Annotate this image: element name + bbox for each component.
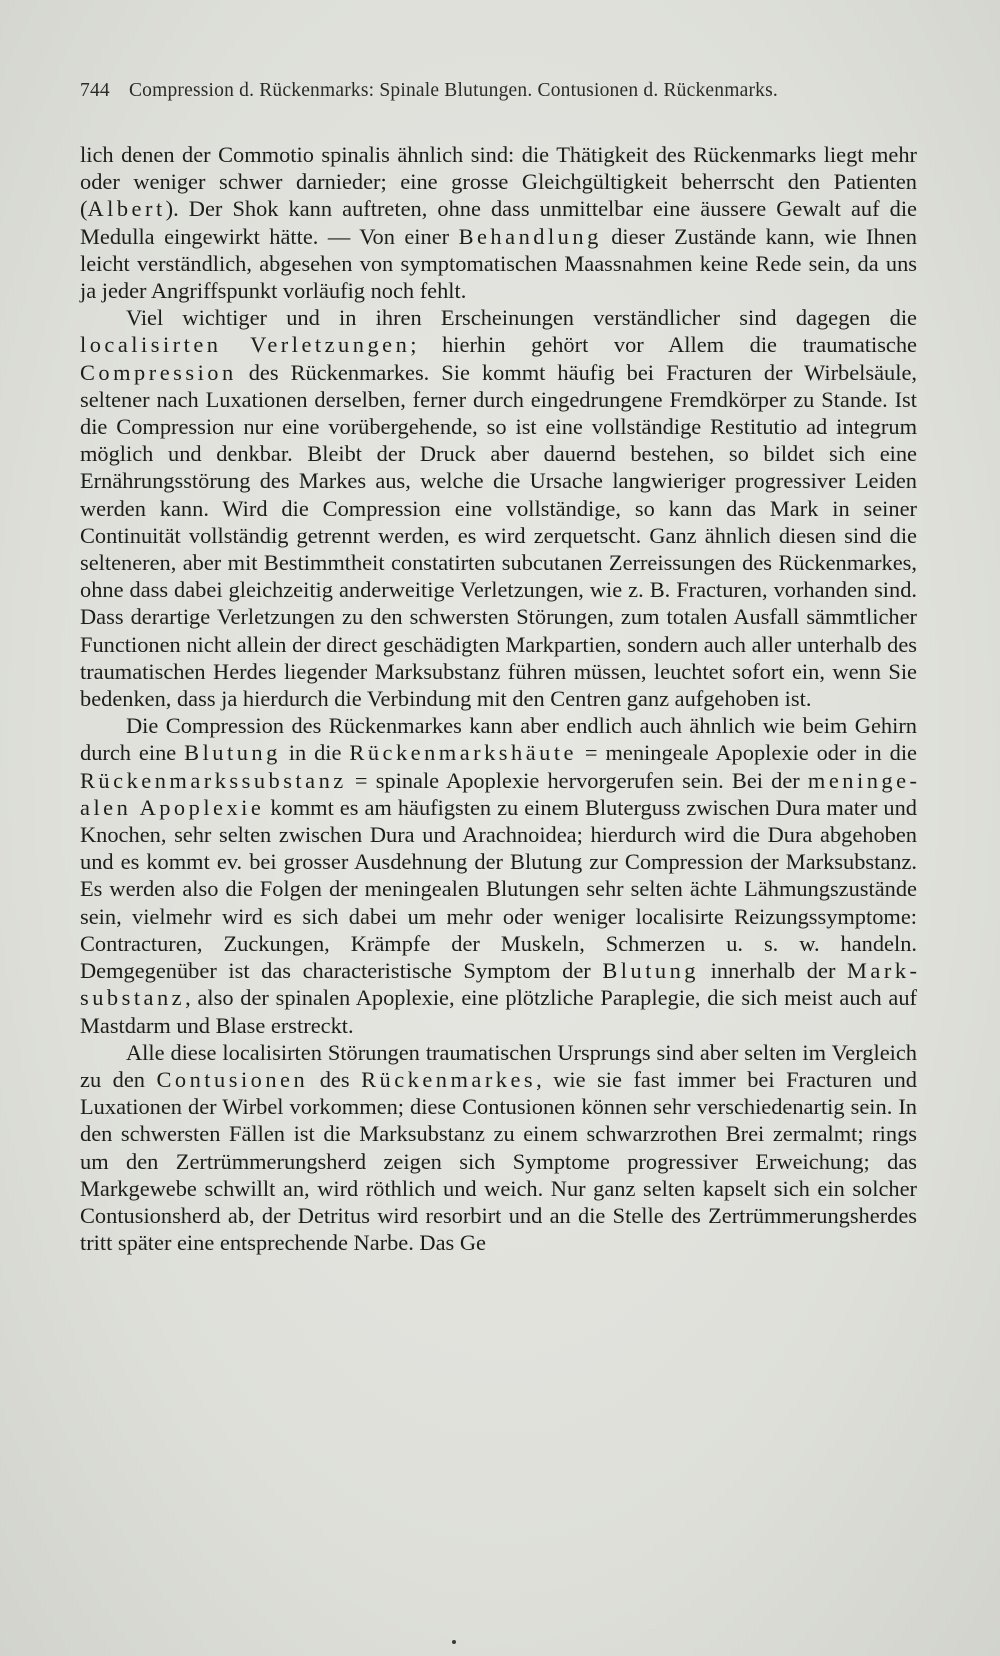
- text-run: ; hierhin gehört vor Allem die traumatische: [410, 332, 917, 358]
- page-number: 744: [80, 80, 110, 101]
- text-run: innerhalb der: [699, 958, 848, 984]
- text-run: des Rückenmarkes. Sie kommt häufig bei Fracturen der Wirbelsäule, seltener nach Luxationen derselben, ferner durch eingedrungene Fremdkörper zu Stande. Ist die Compression nur eine vorübergehende, so ist eine vollständige Restitutio ad integrum möglich und denkbar. Bleibt der Druck aber dauernd bestehen, so bildet sich eine Ernährungsstörung des Markes aus, welche die Ursache langwieriger progressiver Leiden werden kann. Wird die Compression eine vollständige, so kann das Mark in seiner Continuität vollständig getrennt werden, es wird zerquetscht. Ganz ähnlich diesen sind die selteneren, aber mit Bestimmtheit constatirten subcutanen Zerreissungen des Rückenmarkes, ohne dass dabei gleichzeitig anderweitige Verletzungen, wie z. B. Fracturen, vorhanden sind. Dass derartige Verletzungen zu den schwersten Störungen, zum totalen Ausfall sämmtlicher Functionen nicht allein der direct geschädigten Markpartien, sondern auch aller unterhalb des traumatischen Herdes liegender Marksubstanz führen müssen, leuchtet sofort ein, wenn Sie bedenken, dass ja hierdurch die Verbindung mit den Centren ganz aufgehoben ist.: [80, 359, 917, 712]
- spaced-emphasis: Contusionen: [156, 1066, 309, 1092]
- text-run: = spinale Apoplexie hervorgerufen sein. Bei der: [346, 767, 808, 793]
- spaced-emphasis: Compression: [80, 359, 237, 385]
- text-run: = meningeale Apoplexie oder in die: [577, 740, 918, 766]
- spaced-emphasis: Rückenmarkes: [361, 1066, 537, 1092]
- spaced-emphasis: Marksubstanz: [80, 958, 917, 1011]
- text-run: des: [308, 1066, 362, 1092]
- text-run: kommt es am häufigsten zu einem Bluterguss zwischen Dura mater und Knochen, sehr selten zwischen Dura und Arachnoidea; hierdurch wird die Dura abgehoben und es kommt ev. bei grosser Ausdehnung der Blutung zur Compression der Marksubstanz. Es werden also die Folgen der meningealen Blutungen sehr selten ächte Lähmungszustände sein, vielmehr wird es sich dabei um mehr oder weniger localisirte Reizungssymptome: Contracturen, Zuckungen, Krämpfe der Muskeln, Schmerzen u. s. w. handeln. Demgegenüber ist das characteristische Symptom der: [80, 794, 917, 984]
- spaced-emphasis: Blutung: [184, 740, 281, 766]
- print-speck: [452, 1640, 456, 1644]
- paragraph: [80, 1039, 917, 1257]
- spaced-emphasis: meningealen Apoplexie: [80, 767, 917, 820]
- text-run: Die Compression des Rückenmarkes kann aber endlich auch ähnlich wie beim Gehirn durch eine: [80, 713, 917, 766]
- paragraph: [80, 141, 917, 304]
- text-run: Alle diese localisirten Störungen traumatischen Ursprungs sind aber selten im Vergleich zu den: [80, 1039, 917, 1092]
- spaced-emphasis: Rückenmarkshäute: [349, 740, 577, 766]
- text-run: dieser Zustände kann, wie Ihnen leicht verständlich, abgesehen von symptomatischen Maassnahmen keine Rede sein, da uns ja jeder Angriffspunkt vorläufig noch fehlt.: [80, 223, 917, 304]
- paragraph: [80, 712, 917, 1038]
- spaced-emphasis: Behandlung: [458, 223, 602, 249]
- text-run: in die: [280, 740, 350, 766]
- spaced-emphasis: Rückenmarkssubstanz: [80, 767, 347, 793]
- text-run: lich denen der Commotio spinalis ähnlich sind: die Thätigkeit des Rückenmarks liegt mehr oder weniger schwer darnieder; eine grosse Gleichgültigkeit beherrscht den Patienten (: [80, 142, 917, 222]
- paragraph: [80, 304, 917, 712]
- running-title: Compression d. Rückenmarks: Spinale Blutungen. Contusionen d. Rückenmarks.: [128, 80, 778, 101]
- spaced-emphasis: localisirten Verletzungen: [80, 332, 411, 358]
- running-header: [80, 78, 915, 104]
- text-run: , also der spinalen Apoplexie, eine plötzliche Paraplegie, die sich meist auch auf Mastdarm und Blase erstreckt.: [80, 985, 917, 1038]
- text-run: ). Der Shok kann auftreten, ohne dass unmittelbar eine äussere Gewalt auf die Medulla eingewirkt hätte. — Von einer: [80, 196, 917, 249]
- spaced-emphasis: Blutung: [602, 958, 700, 984]
- body-text: [80, 141, 917, 1256]
- text-run: Viel wichtiger und in ihren Erscheinungen verständlicher sind dagegen die: [126, 305, 917, 331]
- spaced-emphasis: Albert: [87, 196, 166, 222]
- text-run: , wie sie fast immer bei Fracturen und Luxationen der Wirbel vorkommen; diese Contusionen können sehr verschiedenartig sein. In den schwersten Fällen ist die Marksubstanz zu einem schwarzrothen Brei zermalmt; rings um den Zertrümmerungsherd zeigen sich Symptome progressiver Erweichung; das Markgewebe schwillt an, wird röthlich und weich. Nur ganz selten kapselt sich ein solcher Contusionsherd ab, der Detritus wird resorbirt und an die Stelle des Zertrümmerungsherdes tritt später eine entsprechende Narbe. Das Ge: [80, 1066, 917, 1256]
